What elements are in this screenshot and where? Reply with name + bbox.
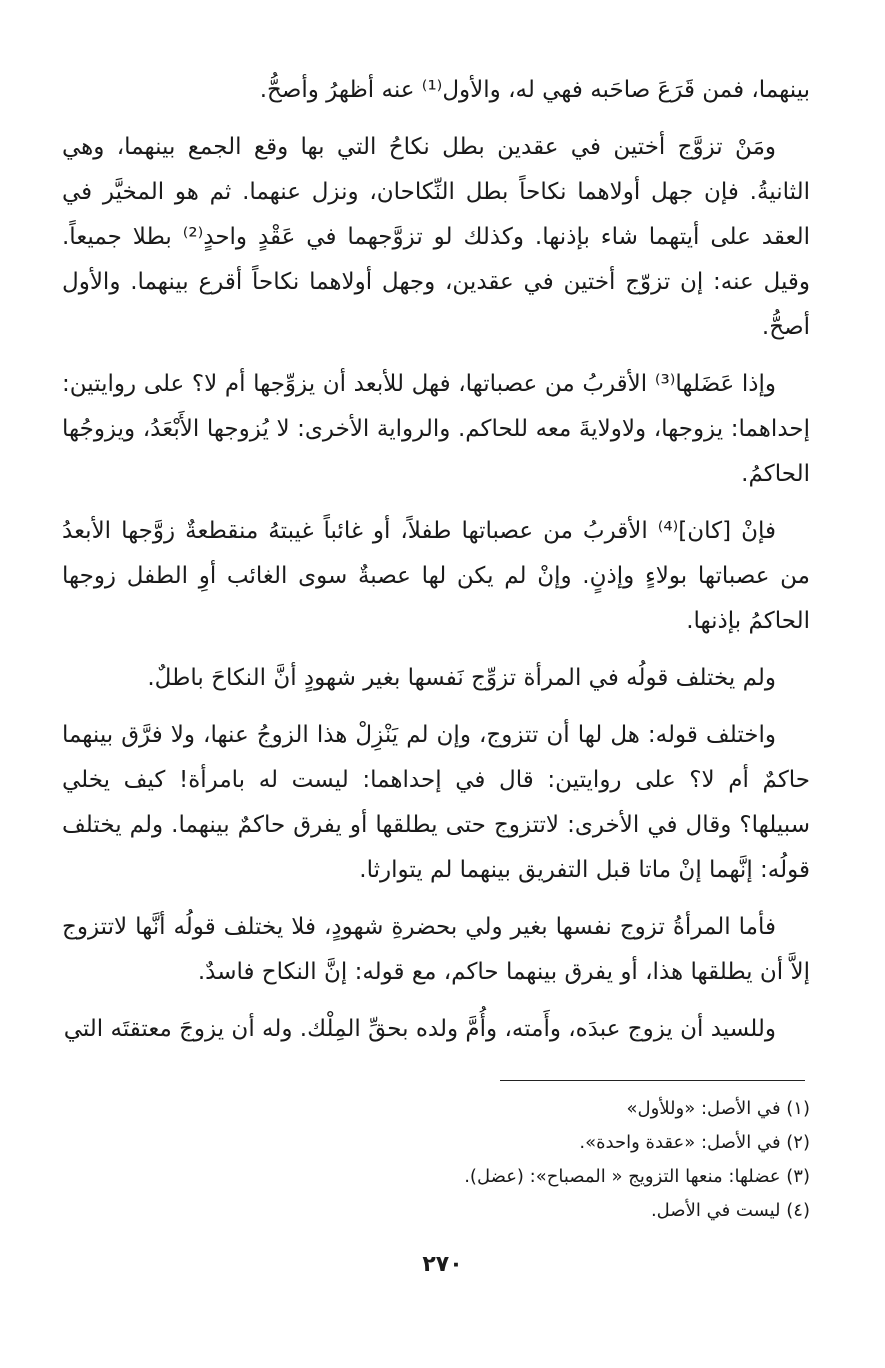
paragraph: وللسيد أن يزوج عبدَه، وأَمته، وأُمَّ ولده بحقِّ المِلْك. وله أن يزوجَ معتقتَه التي <box>63 1016 776 1042</box>
paragraph: ولم يختلف قولُه في المرأة تزوِّج نَفسها بغير شهودٍ أنَّ النكاحَ باطلٌ. <box>147 665 776 691</box>
paragraph: ومَنْ تزوَّج أختين في عقدين بطل نكاحُ التي بها وقع الجمع بينهما، وهي الثانيةُ. فإن جهل أولاهما نكاحاً بطل النِّكاحان، ونزل عنهما. ثم هو المخيَّر في العقد على أيتهما شاء بإذنها. وكذلك لو تزوَّجهما في عَقْدٍ واحدٍ⁽²⁾ بطلا جميعاً. وقيل عنه: إن تزوّج أختين في عقدين، وجهل أولاهما نكاحاً أقرع بينهما. والأول أصحُّ. <box>62 134 810 340</box>
paragraph: فأما المرأةُ تزوج نفسها بغير ولي بحضرةِ شهودٍ، فلا يختلف قولُه أنَّها لاتتزوج إلاَّ أن يطلقها هذا، أو يفرق بينهما حاكم، مع قوله: إنَّ النكاح فاسدٌ. <box>62 914 810 985</box>
page-number: ٢٧٠ <box>422 1252 463 1277</box>
footnote: (٤) ليست في الأصل. <box>650 1200 810 1221</box>
paragraph: فإنْ [كان]⁽⁴⁾ الأقربُ من عصباتها طفلاً، أو غائباً غيبتهُ منقطعةٌ زوَّجها الأبعدُ من عصباتها بولاءٍ وإذنٍ. وإنْ لم يكن لها عصبةٌ سوى الغائب أوِ الطفل زوجها الحاكمُ بإذنها. <box>62 518 810 634</box>
paragraph: بينهما، فمن قَرَعَ صاحَبه فهي له، والأول⁽¹⁾ عنه أظهرُ وأصحُّ. <box>259 77 810 103</box>
footnote: (١) في الأصل: «وللأول» <box>626 1098 810 1119</box>
paragraph: واختلف قوله: هل لها أن تتزوج، وإن لم يَنْزِلْ هذا الزوجُ عنها، ولا فرَّق بينهما حاكمٌ أم لا؟ على روايتين: قال في إحداهما: ليست له بامرأة! كيف يخلي سبيلها؟ وقال في الأخرى: لاتتزوج حتى يطلقها أو يفرق حاكمٌ بينهما. ولم يختلف قولُه: إنَّهما إنْ ماتا قبل التفريق بينهما لم يتوارثا. <box>62 722 810 883</box>
footnote-divider <box>500 1080 805 1081</box>
footnote: (٢) في الأصل: «عقدة واحدة». <box>579 1132 810 1153</box>
footnote: (٣) عضلها: منعها التزويج « المصباح»: (عضل). <box>464 1166 810 1187</box>
paragraph: وإذا عَضَلها⁽³⁾ الأقربُ من عصباتها، فهل للأبعد أن يزوِّجها أم لا؟ على روايتين: إحداهما: يزوجها، ولاولايةَ معه للحاكم. والرواية الأخرى: لا يُزوجها الأَبْعَدُ، ويزوجُها الحاكمُ. <box>62 371 810 487</box>
main-text <box>62 68 810 1064</box>
footnotes <box>70 1092 810 1228</box>
